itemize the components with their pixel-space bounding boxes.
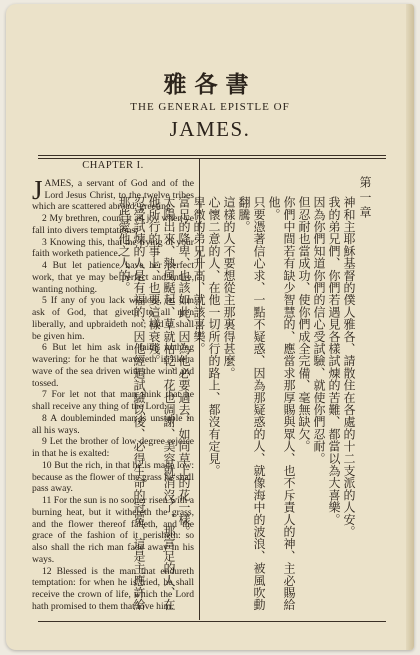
english-verse-11: 11 For the sun is no sooner risen with a burning heat, but it withereth the grass, and the flower thereof falleth, and the grace of the fashion of it perisheth: so also shall the rich man fade away in his ways. [32, 495, 194, 565]
english-chapter-heading: CHAPTER I. [82, 160, 144, 171]
english-verse-9: 9 Let the brother of low degree rejoice in that he is exalted: [32, 436, 194, 459]
english-verse-5: 5 If any of you lack wisdom, let him ask of God, that giveth to all men liberally, and upbraideth not; and it shall be given him. [32, 295, 194, 342]
english-verse-1: JAMES, a servant of God and of the Lord Jesus Christ, to the twelve tribes which are scattered abroad, greeting. [32, 174, 194, 213]
chinese-chapter-heading: 第一章 [358, 176, 372, 221]
chinese-verse-9: 卑微的弟兄升高、就該喜樂。 [192, 196, 206, 355]
chinese-verse-10: 富足的降卑、也該如此、因為他必要過去、如同草上的花一樣。 [177, 196, 191, 538]
chinese-verse-5: 你們中間若有缺少智慧的、應當求那厚賜與眾人、也不斥責人的神、主必賜給他。 [267, 196, 296, 611]
chinese-verse-3: 因為你們知道你們的信心受試驗、就使你們忍耐。 [312, 196, 326, 465]
english-verse-6: 6 But let him ask in faith, nothing wavering: for he that wavereth is like a wave of the sea driven with the wind and tossed. [32, 342, 194, 389]
chinese-verse-2: 我的弟兄們、你們若遇見各樣試煉的苦難、都當以為大喜樂。 [327, 196, 341, 526]
chinese-verse-7: 這樣的人不要想從主那裏得甚麼。 [222, 196, 236, 379]
chinese-column [117, 196, 356, 616]
chinese-verse-8: 心懷二意的人、在他一切所行的路上、都沒有定見。 [207, 196, 221, 477]
english-verse-2: 2 My brethren, count it all joy when ye fall into divers temptations; [32, 213, 194, 236]
chinese-verse-12: 忍受試煉的人是有福的、因他經過試驗以後、必得生命的冠冕、這是主應許給那些愛他之人的。 [117, 196, 146, 611]
english-verse-12: 12 Blessed is the man that endureth temptation: for when he is tried, he shall receive the crown of life, which the Lord hath promised to them that love him. [32, 565, 194, 612]
chinese-verse-11: 太陽出來、熱風颳起、草就枯乾、花也凋謝、美容就消沒了、那富足的人、在他所行的事上、也要這樣衰殘。 [147, 196, 176, 611]
english-verse-3: 3 Knowing this, that the trying of your faith worketh patience. [32, 236, 194, 260]
chinese-verse-4: 但忍耐也當成功、使你們成全完備、毫無缺欠。 [297, 196, 311, 453]
drop-cap: J [32, 174, 43, 205]
english-book-subtitle: THE GENERAL EPISTLE OF [130, 101, 290, 113]
english-verse-7: 7 For let not that man think that he shall receive any thing of the Lord. [32, 389, 194, 412]
chinese-book-title: 雅各書 [163, 72, 257, 98]
top-double-rule-1 [38, 155, 386, 156]
english-verse-10: 10 But the rich, in that he is made low: because as the flower of the grass he shall pass away. [32, 459, 194, 495]
english-verse-4: 4 But let patience have her perfect work, that ye may be perfect and entire, wanting nothing. [32, 260, 194, 295]
bottom-rule [38, 621, 386, 622]
chinese-verse-6: 只要憑著信心求、一點不疑惑、因為那疑惑的人、就像海中的波浪、被風吹動翻騰。 [237, 196, 266, 611]
chinese-verse-1: 神和主耶穌基督的僕人雅各、請散住在各處的十二支派的人安。 [342, 196, 356, 538]
english-book-title: JAMES. [169, 117, 251, 141]
english-verse-8: 8 A doubleminded man is unstable in all his ways. [32, 412, 194, 436]
top-double-rule-2 [38, 158, 386, 159]
